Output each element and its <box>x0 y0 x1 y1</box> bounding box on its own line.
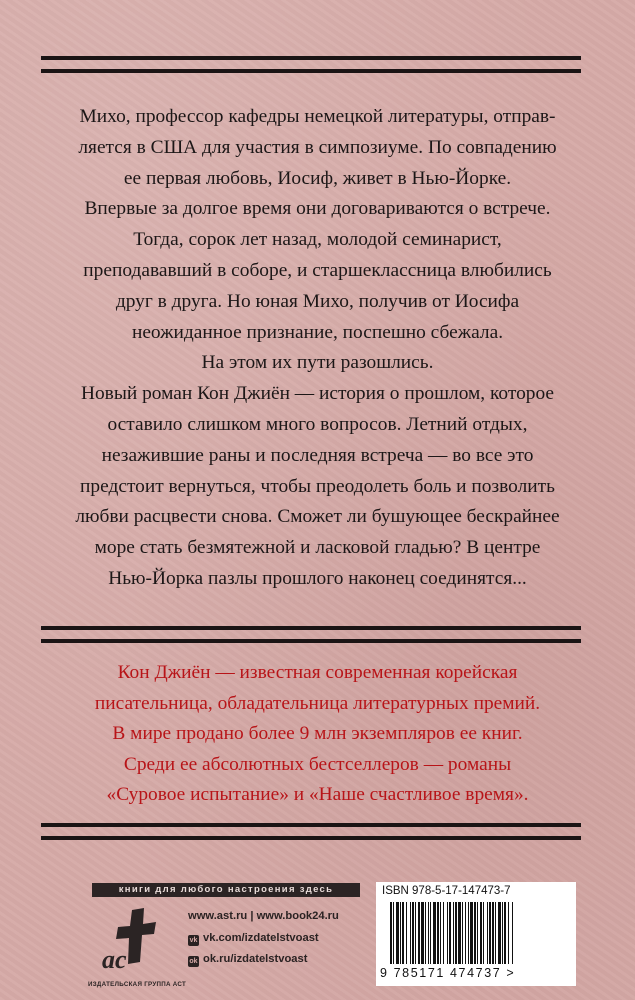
ast-logo-icon <box>88 902 170 980</box>
ok-link[interactable] <box>188 953 307 967</box>
bio-line: Среди ее абсолютных бестселлеров — романы <box>123 753 512 775</box>
bio-line: писательница, обладательница литературных премий. <box>94 692 541 714</box>
book-blurb <box>30 102 605 595</box>
blurb-line: предстоит вернуться, чтобы преодолеть боль и позволить <box>80 475 555 497</box>
blurb-line: оставило слишком много вопросов. Летний отдых, <box>107 413 528 435</box>
author-bio <box>30 658 605 811</box>
publisher-caption: ИЗДАТЕЛЬСКАЯ ГРУППА АСТ <box>88 981 187 988</box>
barcode-digits: 9 785171 474737 > <box>380 966 516 980</box>
blurb-line: море стать безмятежной и ласковой гладью? В центре <box>94 537 541 559</box>
blurb-line: неожиданное признание, поспешно сбежала. <box>131 321 504 343</box>
bottom-double-rule <box>41 823 581 845</box>
barcode-bars-icon <box>390 902 562 964</box>
svg-text:ac: ac <box>102 945 127 974</box>
publisher-tagline: книги для любого настроения здесь <box>92 883 360 897</box>
top-double-rule <box>41 56 581 78</box>
bio-line: Кон Джиён — известная современная корейская <box>117 662 518 683</box>
blurb-line: ее первая любовь, Иосиф, живет в Нью-Йорке. <box>123 167 512 189</box>
blurb-line: любви расцвести снова. Сможет ли бушующее бескрайнее <box>75 506 560 528</box>
blurb-line: Новый роман Кон Джиён — история о прошлом, которое <box>80 383 555 405</box>
bio-line: В мире продано более 9 млн экземпляров ее книг. <box>112 723 523 744</box>
isbn-text: ISBN 978-5-17-147473-7 <box>382 885 511 897</box>
blurb-line: преподававший в соборе, и старшеклассница влюбились <box>83 259 552 281</box>
blurb-line: Михо, профессор кафедры немецкой литературы, отправ- <box>79 106 556 127</box>
blurb-line: Впервые за долгое время они договариваются о встрече. <box>84 198 551 220</box>
bio-line: «Суровое испытание» и «Наше счастливое время». <box>106 784 529 805</box>
ok-link-text: ok.ru/izdatelstvoast <box>203 953 308 965</box>
blurb-line: друг в друга. Но юная Михо, получив от Иосифа <box>115 290 520 312</box>
blurb-line: ляется в США для участия в симпозиуме. По совпадению <box>78 136 557 158</box>
blurb-line: Нью-Йорка пазлы прошлого наконец соединятся... <box>108 567 527 589</box>
publisher-logo <box>88 902 187 994</box>
blurb-line: незажившие раны и последняя встреча — во все это <box>101 444 534 466</box>
blurb-line: Тогда, сорок лет назад, молодой семинарист, <box>133 229 502 251</box>
website-links[interactable]: www.ast.ru | www.book24.ru <box>188 910 339 922</box>
blurb-line: На этом их пути разошлись. <box>201 352 434 374</box>
vk-link-text: vk.com/izdatelstvoast <box>203 932 319 944</box>
middle-double-rule <box>41 626 581 648</box>
vk-link[interactable] <box>188 932 319 946</box>
isbn-barcode <box>376 882 576 986</box>
odnoklassniki-icon: ok <box>189 958 198 965</box>
vk-icon: vk <box>189 937 198 944</box>
